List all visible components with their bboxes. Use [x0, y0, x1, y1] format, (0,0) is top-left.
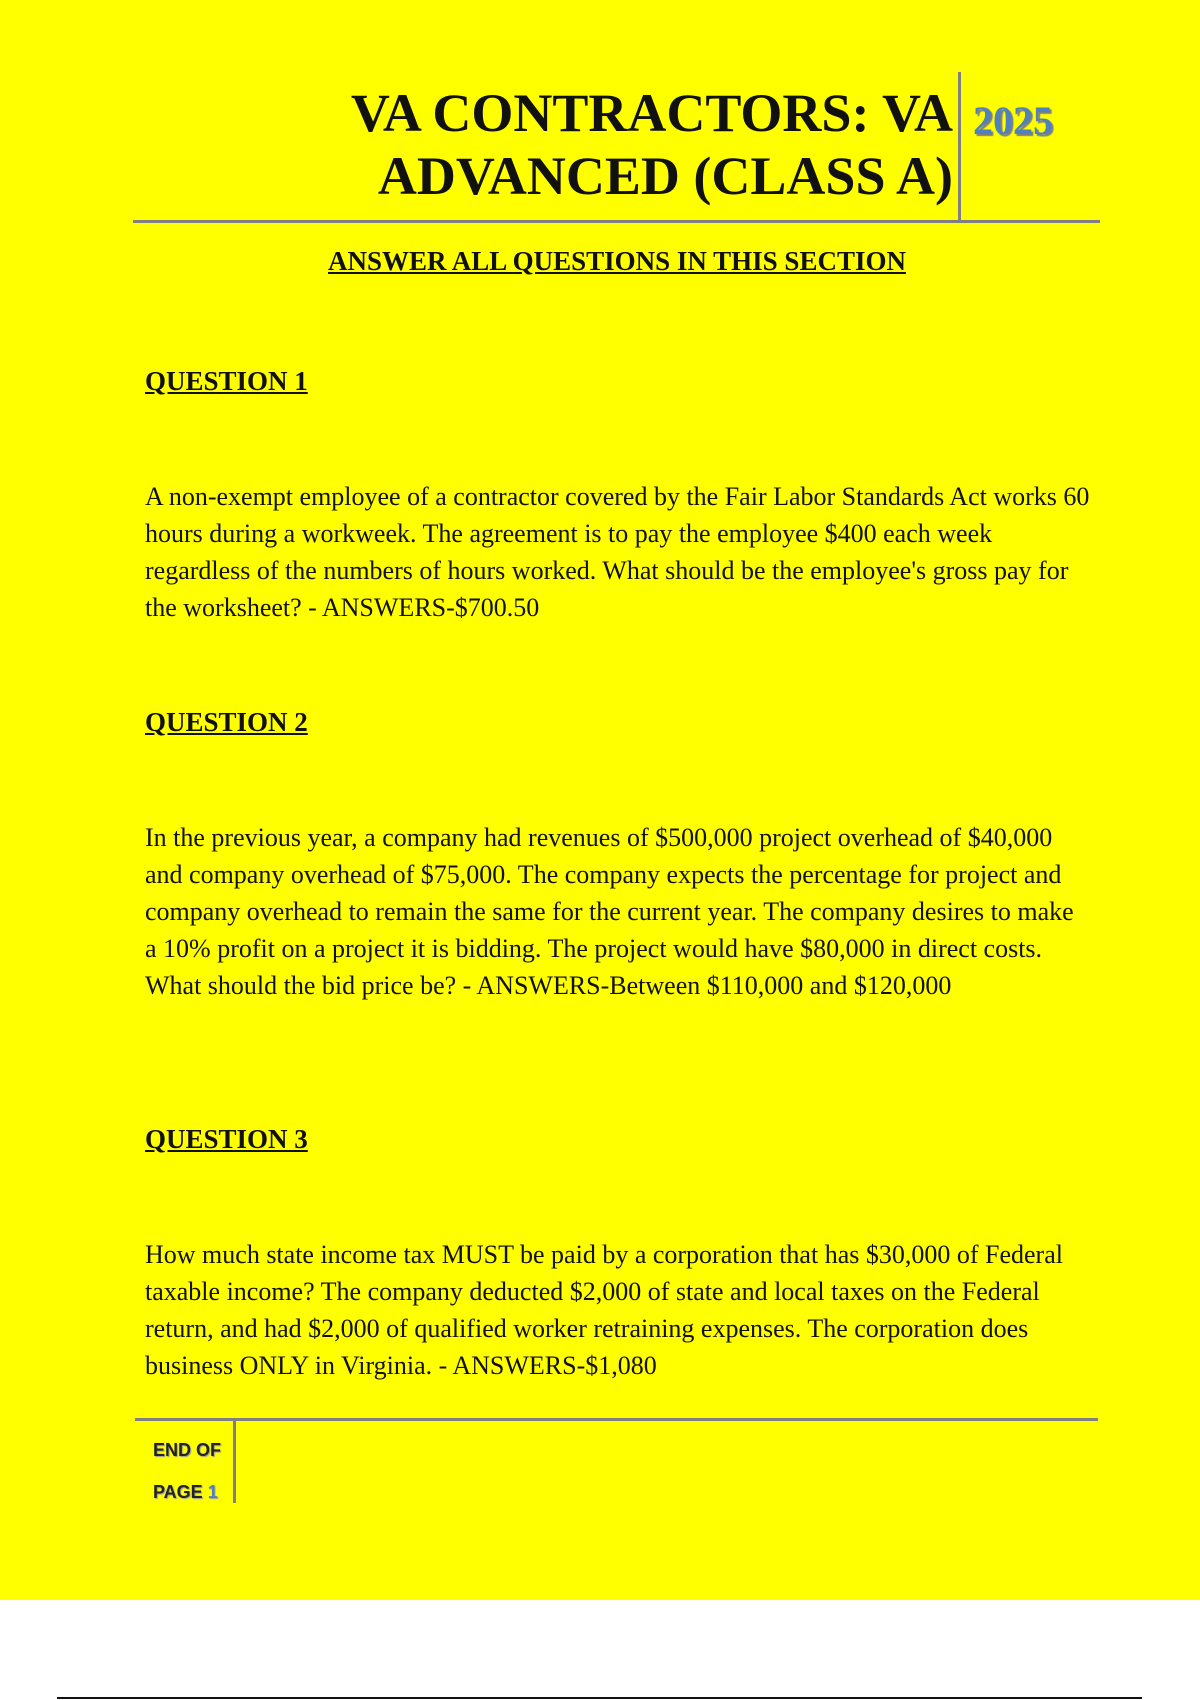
- footer-page-number: 1: [207, 1482, 218, 1502]
- footer-page-word: PAGE: [153, 1482, 203, 1502]
- question-1-text: A non-exempt employee of a contractor covered by the Fair Labor Standards Act works 60 hours during a workweek. The agreement is to pay the employee $400 each week regardless of the numbers of hours worked. What should be the employee's gross pay for the worksheet? - ANSWERS-$700.50: [145, 482, 1090, 622]
- question-2-heading: QUESTION 2: [145, 707, 308, 737]
- title-line-1: VA CONTRACTORS: VA: [350, 83, 953, 143]
- document-header: [133, 72, 1100, 223]
- header-divider: [958, 72, 961, 220]
- footer-label-line-1: END OF: [153, 1440, 222, 1460]
- question-2-text: In the previous year, a company had revenues of $500,000 project overhead of $40,000 and company overhead of $75,000. The company expects the percentage for project and company overhead to remain the same for the current year. The company desires to make a 10% profit on a project it is bidding. The project would have $80,000 in direct costs. What should the bid price be? - ANSWERS-Between $110,000 and $120,000: [145, 823, 1074, 1000]
- year-label: 2025: [973, 98, 1053, 143]
- document-title: [133, 82, 953, 208]
- page-footer: [135, 1418, 1098, 1503]
- question-3-heading: QUESTION 3: [145, 1124, 308, 1154]
- question-3-text: How much state income tax MUST be paid by a corporation that has $30,000 of Federal taxable income? The company deducted $2,000 of state and local taxes on the Federal return, and had $2,000 of qualified worker retraining expenses. The corporation does business ONLY in Virginia. - ANSWERS-$1,080: [145, 1240, 1063, 1380]
- question-1-heading: QUESTION 1: [145, 366, 308, 396]
- section-heading: ANSWER ALL QUESTIONS IN THIS SECTION: [328, 246, 906, 276]
- footer-divider: [233, 1421, 236, 1503]
- footer-label-line-2: [153, 1471, 223, 1513]
- bottom-rule: [57, 1697, 1142, 1699]
- title-line-2: ADVANCED (CLASS A): [377, 146, 953, 206]
- end-of-page-label: [153, 1429, 223, 1513]
